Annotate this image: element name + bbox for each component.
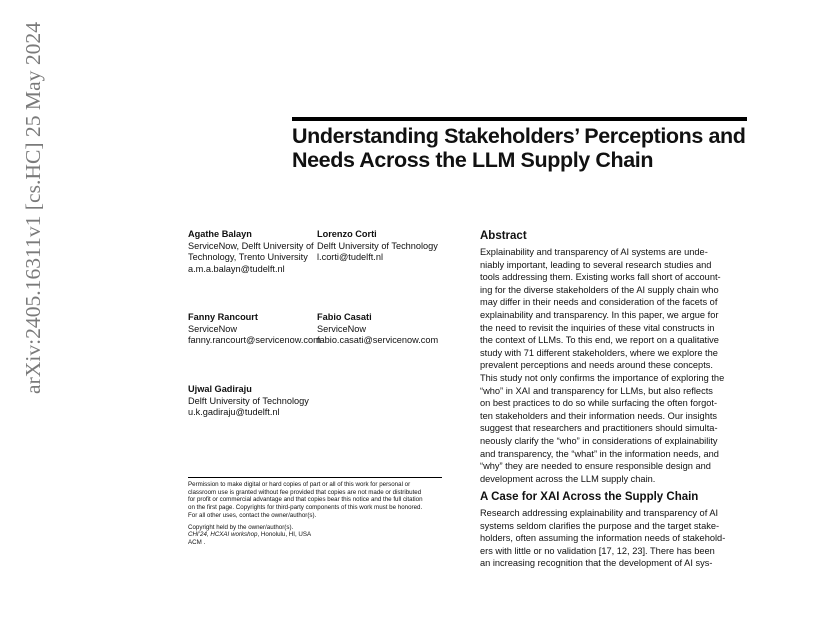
permission-line: for profit or commercial advantage and that copies bear this notice and the full citation — [188, 496, 423, 504]
text-line: tools addressing them. Existing works fall short of account- — [480, 272, 721, 283]
author-block — [188, 384, 309, 419]
text-line: “why” they are needed to ensure responsible design and — [480, 461, 711, 472]
abstract-heading: Abstract — [480, 230, 527, 242]
intro-section — [480, 490, 738, 570]
author-name: Agathe Balayn — [188, 229, 252, 239]
author-affiliation: ServiceNow — [317, 323, 367, 334]
text-line: Research addressing explainability and transparency of AI — [480, 508, 719, 518]
abstract-section — [480, 229, 738, 485]
text-line: This study not only confirms the importance of exploring the — [480, 372, 725, 383]
permission-line: on the first page. Copyrights for third-party components of this work must be honored. — [188, 504, 423, 512]
title-line: Understanding Stakeholders’ Perceptions and — [292, 124, 746, 148]
section-heading: A Case for XAI Across the Supply Chain — [480, 491, 699, 503]
permission-line: For all other uses, contact the owner/author(s). — [188, 511, 317, 519]
text-line: prevalent perceptions and needs around these concepts. — [480, 360, 713, 371]
text-line: and transparency, the “what” in the information needs, and — [480, 448, 719, 459]
text-line: ten stakeholders and their information needs. Our insights — [480, 410, 718, 421]
author-block — [317, 312, 438, 347]
author-block — [188, 312, 321, 347]
venue-line — [188, 531, 446, 539]
title-line: Needs Across the LLM Supply Chain — [292, 148, 654, 172]
author-affiliation: Technology, Trento University — [188, 252, 308, 263]
text-line: the need to revisit the inquiries of these vital constructs in — [480, 322, 715, 333]
publisher-line: ACM . — [188, 538, 206, 546]
text-line: the context of LLMs. To this end, we report on a qualitative — [480, 335, 719, 346]
permission-line: Permission to make digital or hard copies of part or all of this work for personal or — [188, 481, 411, 488]
text-line: ers with little or no validation [17, 12, 23]. There has been — [480, 545, 715, 556]
text-line: niably important, leading to several research studies and — [480, 259, 712, 270]
venue-location: , Honolulu, HI, USA — [257, 531, 312, 539]
author-name: Fabio Casati — [317, 312, 372, 322]
author-email: a.m.a.balayn@tudelft.nl — [188, 263, 285, 274]
author-affiliation: Delft University of Technology — [188, 395, 309, 406]
text-line: development across the LLM supply chain. — [480, 473, 656, 484]
copyright-footnote — [188, 481, 446, 547]
abstract-body — [480, 246, 738, 485]
author-email: u.k.gadiraju@tudelft.nl — [188, 407, 280, 418]
text-line: Explainability and transparency of AI systems are unde- — [480, 247, 708, 257]
text-line: may differ in their needs and consideration of the facets of — [480, 297, 718, 308]
arxiv-stamp-text: arXiv:2405.16311v1 [cs.HC] 25 May 2024 — [21, 31, 45, 394]
venue-name: CHI’24, HCXAI workshop — [188, 531, 258, 539]
title-rule — [292, 117, 747, 121]
text-line: an increasing recognition that the development of AI sys- — [480, 558, 713, 569]
author-name: Lorenzo Corti — [317, 229, 377, 239]
text-line: systems seldom clarifies the purpose and the target stake- — [480, 520, 720, 531]
author-email: l.corti@tudelft.nl — [317, 252, 384, 263]
paper-title — [292, 124, 747, 172]
permission-line: classroom use is granted without fee provided that copies are not made or distributed — [188, 488, 422, 496]
author-affiliation: Delft University of Technology — [317, 240, 438, 251]
copyright-line: Copyright held by the owner/author(s). — [188, 523, 294, 531]
author-email: fabio.casati@servicenow.com — [317, 335, 439, 346]
author-name: Fanny Rancourt — [188, 312, 258, 322]
text-line: neously clarify the “who” in considerations of explainability — [480, 435, 718, 446]
author-email: fanny.rancourt@servicenow.com — [188, 335, 321, 346]
author-affiliation: ServiceNow, Delft University of — [188, 240, 314, 251]
author-block — [317, 229, 438, 264]
text-line: on best practices to do so while surfacing the often forgot- — [480, 398, 718, 409]
footnote-rule — [188, 477, 442, 478]
text-line: ing for the diverse stakeholders of the AI supply chain who — [480, 284, 719, 295]
section-body — [480, 507, 738, 570]
text-line: “who” in XAI and transparency for LLMs, but also reflects — [480, 385, 713, 396]
author-name: Ujwal Gadiraju — [188, 384, 252, 394]
text-line: suggest that researchers and practitioners should simulta- — [480, 423, 718, 434]
author-affiliation: ServiceNow — [188, 323, 238, 334]
text-line: holders, often assuming the information needs of stakehold- — [480, 533, 726, 544]
text-line: study with 71 different stakeholders, where we explore the — [480, 347, 718, 358]
author-block — [188, 229, 314, 275]
text-line: explainability and transparency. In this paper, we argue for — [480, 309, 719, 320]
arxiv-identifier-stamp — [10, 16, 46, 396]
